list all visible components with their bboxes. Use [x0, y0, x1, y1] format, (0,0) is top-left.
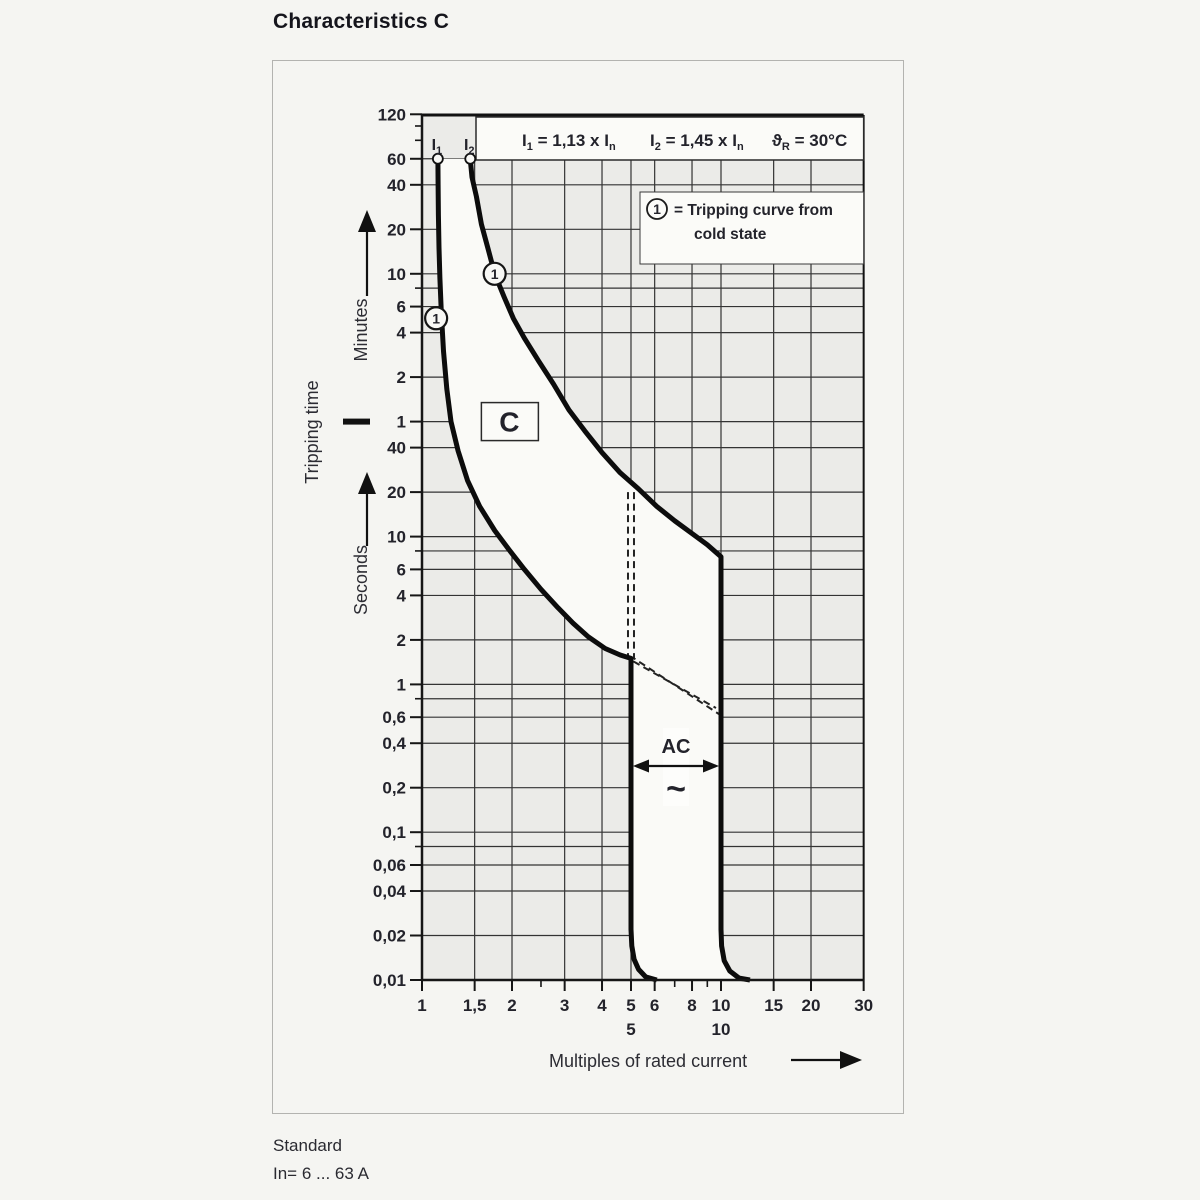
page-title: Characteristics C	[273, 10, 450, 33]
x-tick-label: 2	[507, 996, 517, 1015]
minutes-arrowhead	[358, 210, 376, 232]
x-tick-label: 30	[854, 996, 874, 1015]
x-tick-label: 5	[626, 996, 636, 1015]
curve-marker-label: 1	[432, 310, 441, 327]
magnetic-trip-label: 5	[626, 1020, 636, 1039]
y-tick-label-seconds: 40	[387, 438, 406, 458]
y-tick-label-minutes: 6	[396, 297, 406, 317]
annotation-line2: cold state	[694, 226, 767, 243]
x-axis-title: Multiples of rated current	[549, 1051, 748, 1071]
curve-marker-label: 1	[490, 265, 499, 282]
seconds-label: Seconds	[351, 544, 371, 616]
x-tick-label: 20	[801, 996, 821, 1015]
y-tick-label-minutes: 4	[396, 323, 406, 343]
y-axis-title: Tripping time	[302, 380, 322, 484]
y-tick-label-minutes: 20	[387, 220, 406, 240]
x-tick-label: 8	[687, 996, 697, 1015]
y-tick-label-seconds: 4	[396, 586, 406, 606]
minutes-label: Minutes	[351, 298, 371, 362]
y-tick-label-minutes: 10	[387, 264, 406, 284]
y-tick-label-seconds: 0,06	[372, 855, 406, 875]
y-tick-label-seconds: 0,6	[382, 708, 406, 728]
seconds-arrowhead	[358, 472, 376, 494]
caption-rated-current-range: In= 6 ... 63 A	[273, 1164, 369, 1183]
y-tick-label-seconds: 10	[387, 527, 406, 547]
x-tick-label: 3	[559, 996, 570, 1015]
circled-one-symbol: 1	[653, 201, 661, 217]
y-tick-label-seconds: 6	[396, 560, 406, 580]
current-threshold-label: $I_1$	[431, 137, 443, 157]
y-tick-label-seconds: 0,04	[372, 882, 406, 902]
legend-item-temp: $ϑ_R = 30^\circ C$	[772, 131, 848, 153]
y-tick-label-minutes: 40	[387, 175, 406, 195]
y-tick-label-minutes: 2	[396, 368, 406, 388]
y-tick-label-seconds: 0,2	[382, 778, 406, 798]
y-tick-label-seconds: 0,02	[372, 926, 406, 946]
region-label-c: C	[499, 406, 520, 438]
current-threshold-label: $I_2$	[463, 137, 475, 157]
y-tick-label-seconds: 0,1	[382, 823, 406, 843]
scale-separator-dash	[343, 419, 370, 425]
y-tick-label-seconds: 20	[387, 483, 406, 503]
y-tick-label-seconds: 1	[396, 675, 406, 695]
y-tick-label-seconds: 0,4	[382, 734, 406, 754]
y-tick-label-minutes: 120	[377, 105, 406, 125]
x-tick-label: 15	[764, 996, 784, 1015]
x-tick-label: 10	[711, 996, 731, 1015]
magnetic-trip-label: 10	[711, 1020, 731, 1039]
x-tick-label: 6	[649, 996, 660, 1015]
x-axis-arrowhead	[840, 1051, 862, 1069]
x-tick-label: 1,5	[462, 996, 487, 1015]
y-tick-label-seconds: 0,01	[372, 971, 406, 990]
ac-label: AC	[661, 736, 691, 758]
y-tick-label-seconds: 2	[396, 630, 406, 650]
ac-symbol: ~	[666, 770, 686, 808]
legend-item-i2: $I_2 = 1,45$ x $I_n$	[650, 131, 744, 153]
caption-standard: Standard	[273, 1136, 342, 1155]
y-tick-label-minutes: 1	[396, 412, 406, 432]
x-tick-label: 1	[417, 996, 427, 1015]
y-tick-label-minutes: 60	[387, 149, 406, 169]
x-tick-label: 4	[597, 996, 607, 1015]
annotation-line1: = Tripping curve from	[674, 202, 833, 219]
legend-item-i1: $I_1 = 1,13$ x $I_n$	[522, 131, 616, 153]
